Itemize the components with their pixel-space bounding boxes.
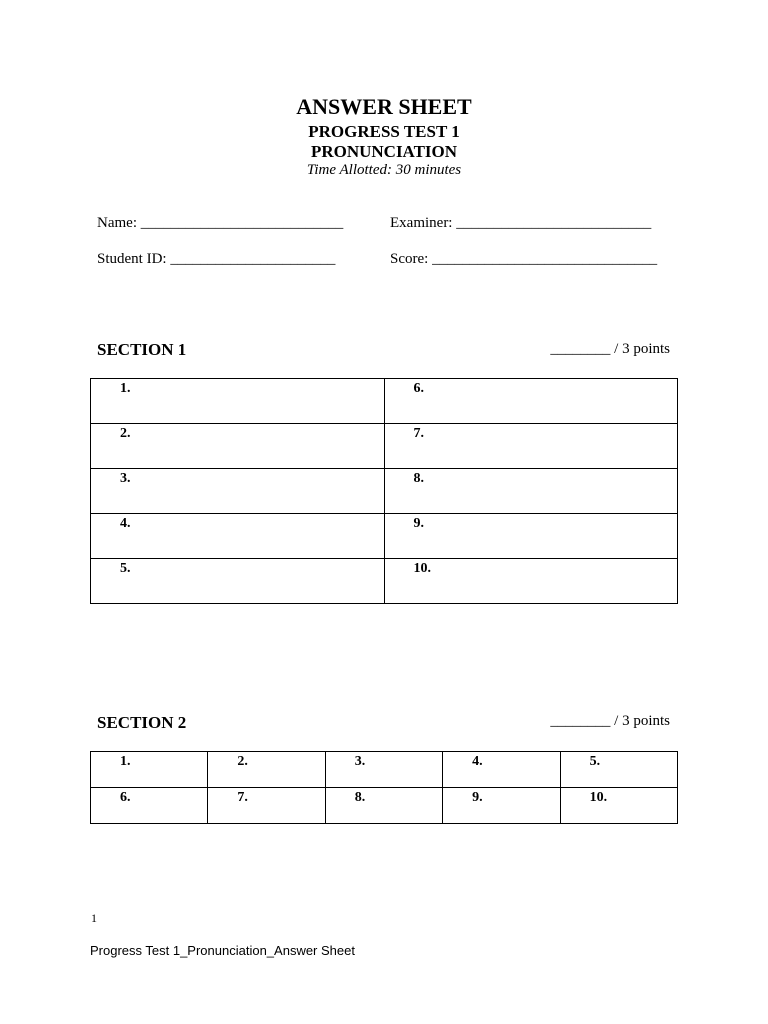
answer-cell [208,752,325,788]
section-1-table [90,378,678,604]
table-row [91,424,678,469]
answer-cell [384,514,678,559]
section-2-table [90,751,678,824]
table-row [91,379,678,424]
answer-number: 6. [120,790,131,805]
answer-number: 5. [120,561,131,576]
answer-number: 3. [354,754,366,769]
answer-cell [560,752,677,788]
answer-cell [91,424,385,469]
examiner-field: Examiner: __________________________ [390,215,652,231]
name-field: Name: ___________________________ [97,215,344,231]
score-field: Score: ______________________________ [390,251,658,267]
student-id-field: Student ID: ______________________ [97,251,336,267]
answer-number: 10. [413,561,431,576]
section-1-points: ________ / 3 points [550,341,670,357]
answer-number: 2. [237,754,248,769]
answer-number: 6. [413,381,424,396]
time-allotted: Time Allotted: 30 minutes [306,162,462,178]
answer-cell [443,752,560,788]
section-2-title: SECTION 2 [97,713,187,732]
answer-cell [384,424,678,469]
answer-number: 3. [120,471,131,486]
answer-cell [325,752,442,788]
answer-number: 7. [237,790,248,805]
answer-cell [560,788,677,824]
answer-cell [208,788,325,824]
table-row [91,559,678,604]
section-2-points: ________ / 3 points [550,713,670,729]
answer-cell [443,788,560,824]
answer-number: 4. [472,754,483,769]
table-row [91,514,678,559]
answer-number: 5. [589,754,601,769]
answer-number: 9. [472,790,483,805]
answer-cell [91,469,385,514]
answer-number: 1. [120,381,131,396]
answer-sheet-title: ANSWER SHEET [296,94,472,119]
answer-number: 4. [120,516,131,531]
table-row [91,788,678,824]
table-row [91,469,678,514]
answer-cell [91,788,208,824]
page-footer: Progress Test 1_Pronunciation_Answer Sheet [90,943,355,958]
table-row [91,752,678,788]
answer-cell [91,559,385,604]
answer-number: 2. [120,426,131,441]
answer-number: 7. [413,426,424,441]
answer-cell [325,788,442,824]
answer-number: 9. [413,516,424,531]
answer-cell [91,379,385,424]
answer-number: 10. [589,790,608,805]
answer-cell [384,379,678,424]
answer-number: 8. [413,471,424,486]
answer-cell [384,469,678,514]
section-1-title: SECTION 1 [97,340,187,359]
test-subtitle: PROGRESS TEST 1 [308,122,460,141]
page-number: 1 [91,911,97,925]
answer-cell [91,752,208,788]
answer-cell [91,514,385,559]
test-topic: PRONUNCIATION [310,142,458,161]
answer-number: 1. [120,754,131,769]
answer-number: 8. [354,790,366,805]
answer-cell [384,559,678,604]
